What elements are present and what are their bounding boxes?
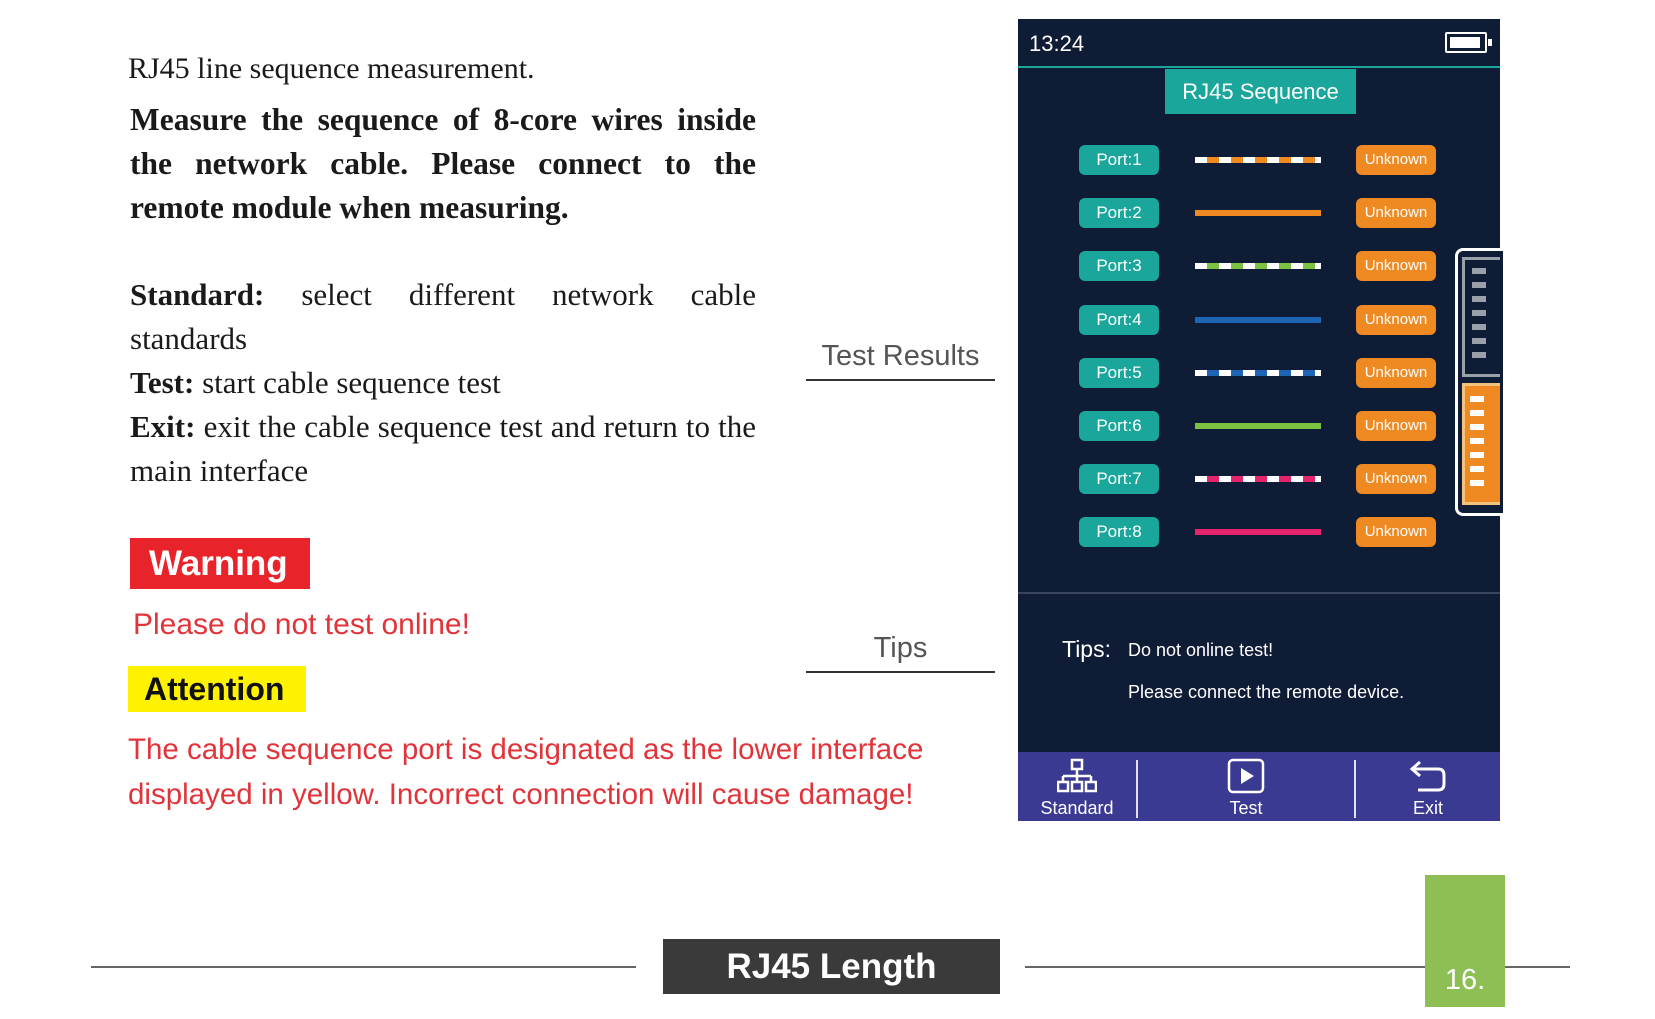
term-exit: Exit: — [130, 409, 196, 444]
port-row — [1018, 305, 1500, 335]
port-result: Unknown — [1356, 145, 1436, 175]
exit-button[interactable] — [1356, 752, 1500, 821]
port-label: Port:3 — [1079, 251, 1159, 281]
callout-test-results-line — [806, 379, 995, 381]
standard-button[interactable] — [1018, 752, 1136, 821]
port-result: Unknown — [1356, 517, 1436, 547]
port-row — [1018, 358, 1500, 388]
port-label: Port:1 — [1079, 145, 1159, 175]
exit-button-label: Exit — [1412, 798, 1443, 818]
desc-standard: select different network cable standards — [130, 277, 756, 356]
wire-color-7 — [1195, 476, 1321, 482]
definition-exit — [130, 405, 756, 493]
lead-paragraph: Measure the sequence of 8-core wires inside the network cable. Please connect to the remote module when measuring. — [130, 102, 756, 225]
callout-tips — [806, 632, 995, 673]
test-button[interactable] — [1138, 752, 1354, 821]
port-label: Port:5 — [1079, 358, 1159, 388]
callout-test-results — [806, 340, 995, 381]
rj45-port-icon — [1455, 248, 1503, 516]
port-result: Unknown — [1356, 198, 1436, 228]
callout-tips-line — [806, 671, 995, 673]
port-label: Port:7 — [1079, 464, 1159, 494]
wire-color-2 — [1195, 210, 1321, 216]
term-standard: Standard: — [130, 277, 265, 312]
port-result: Unknown — [1356, 251, 1436, 281]
device-screen — [1018, 19, 1500, 821]
desc-exit: exit the cable sequence test and return to the main interface — [130, 409, 756, 488]
port-result: Unknown — [1356, 305, 1436, 335]
wire-color-5 — [1195, 370, 1321, 376]
definition-test — [130, 361, 756, 405]
port-result: Unknown — [1356, 411, 1436, 441]
wire-color-4 — [1195, 317, 1321, 323]
lower-interface-yellow — [1462, 383, 1500, 505]
port-label: Port:8 — [1079, 517, 1159, 547]
port-result: Unknown — [1356, 464, 1436, 494]
definitions — [130, 273, 756, 493]
wire-color-1 — [1195, 157, 1321, 163]
port-row — [1018, 145, 1500, 175]
attention-line-1: The cable sequence port is designated as the lower interface — [128, 733, 924, 766]
tips-message-1: Do not online test! — [1128, 640, 1274, 660]
tips-label: Tips: — [1062, 636, 1111, 662]
port-row — [1018, 464, 1500, 494]
definition-standard — [130, 273, 756, 361]
port-row — [1018, 251, 1500, 281]
port-row — [1018, 517, 1500, 547]
return-arrow-icon — [1408, 758, 1448, 796]
port-row — [1018, 411, 1500, 441]
port-label: Port:6 — [1079, 411, 1159, 441]
battery-icon — [1445, 32, 1487, 53]
intro-text: RJ45 line sequence measurement. — [128, 52, 535, 85]
status-divider — [1018, 66, 1500, 68]
upper-interface — [1462, 257, 1500, 377]
screen-title: RJ45 Sequence — [1165, 69, 1356, 114]
test-button-label: Test — [1229, 798, 1263, 818]
port-row — [1018, 198, 1500, 228]
footer-section-title: RJ45 Length — [663, 939, 1000, 994]
wire-color-3 — [1195, 263, 1321, 269]
bottom-toolbar — [1018, 752, 1500, 821]
page-number-tab — [1425, 875, 1505, 1007]
tips-message-2: Please connect the remote device. — [1128, 682, 1405, 702]
warning-label: Warning — [130, 538, 310, 589]
attention-line-2: displayed in yellow. Incorrect connection will cause damage! — [128, 778, 914, 811]
wire-color-8 — [1195, 529, 1321, 535]
attention-text — [128, 727, 923, 817]
callout-tips-label: Tips — [873, 632, 928, 664]
port-label: Port:2 — [1079, 198, 1159, 228]
port-result: Unknown — [1356, 358, 1436, 388]
play-icon — [1226, 758, 1266, 796]
status-bar — [1018, 19, 1500, 67]
standard-button-label: Standard — [1040, 798, 1114, 818]
attention-label: Attention — [128, 666, 306, 712]
callout-test-results-label: Test Results — [821, 340, 980, 372]
clock: 13:24 — [1029, 31, 1085, 56]
wire-color-6 — [1195, 423, 1321, 429]
page-number: 16. — [1444, 964, 1486, 996]
footer-rule-left — [91, 966, 636, 968]
port-label: Port:4 — [1079, 305, 1159, 335]
desc-test: start cable sequence test — [194, 365, 501, 400]
term-test: Test: — [130, 365, 195, 400]
network-tree-icon — [1057, 758, 1097, 796]
warning-text: Please do not test online! — [133, 608, 470, 641]
tips-divider — [1018, 592, 1500, 594]
